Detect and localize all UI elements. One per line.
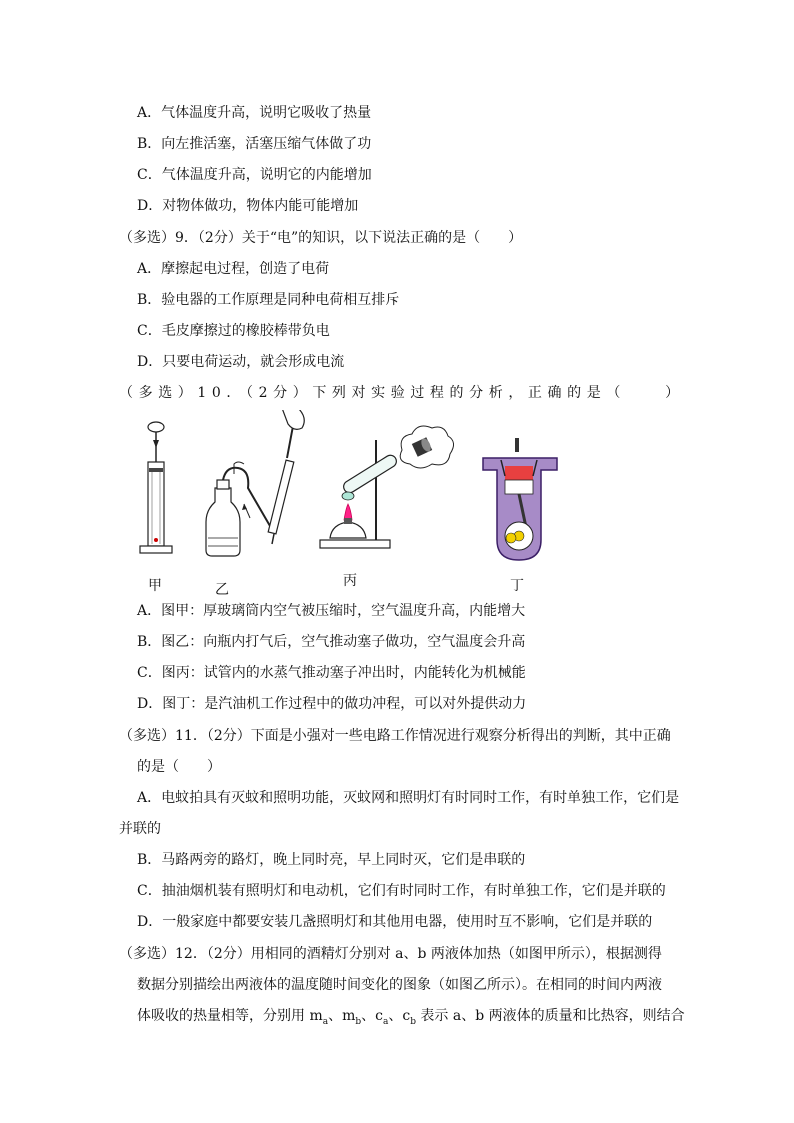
q11-stem: （多选）11．（2分）下面是小强对一些电路工作情况进行观察分析得出的判断，其中正确 — [119, 728, 671, 744]
q11-option-b: B．马路两旁的路灯，晚上同时亮，早上同时灭，它们是串联的 — [137, 852, 526, 868]
q9-stem: （多选）9．（2分）关于“电”的知识，以下说法正确的是（ ） — [119, 230, 523, 246]
q9-option-d: D．只要电荷运动，就会形成电流 — [137, 354, 345, 370]
q12-sub-mb: b — [355, 1016, 362, 1027]
q12-stem: （多选）12．（2分）用相同的酒精灯分别对 a、b 两液体加热（如图甲所示），根据测得 — [119, 946, 662, 962]
q11-option-a-continued: 并联的 — [119, 821, 161, 837]
q11-stem-continued: 的是（ ） — [137, 759, 221, 775]
q8-option-b: B．向左推活塞，活塞压缩气体做了功 — [137, 136, 372, 152]
q11-option-c: C．抽油烟机装有照明灯和电动机，它们有时同时工作，有时单独工作，它们是并联的 — [137, 883, 666, 899]
q12-sub-ca: a — [383, 1016, 389, 1027]
q12-line-3 — [137, 1006, 685, 1032]
q12-sep-3: 、c — [388, 1008, 411, 1024]
q9-option-c: C．毛皮摩擦过的橡胶棒带负电 — [137, 323, 330, 339]
figure-ding-engine — [475, 436, 565, 566]
q11-option-d: D．一般家庭中都要安装几盏照明灯和其他用电器，使用时互不影响，它们是并联的 — [137, 914, 653, 930]
q10-option-a: A．图甲：厚玻璃筒内空气被压缩时，空气温度升高，内能增大 — [137, 603, 526, 619]
q10-option-d: D．图丁：是汽油机工作过程中的做功冲程，可以对外提供动力 — [137, 696, 527, 712]
figure-label-yi: 乙 — [215, 582, 229, 598]
q10-stem: （多选）10．（2分）下列对实验过程的分析，正确的是（ ） — [119, 385, 685, 401]
q10-option-c: C．图丙：试管内的水蒸气推动塞子冲出时，内能转化为机械能 — [137, 665, 526, 681]
q9-option-a: A．摩擦起电过程，创造了电荷 — [137, 261, 330, 277]
figure-label-bing: 丙 — [343, 573, 357, 589]
q10-option-b: B．图乙：向瓶内打气后，空气推动塞子做功，空气温度会升高 — [137, 634, 526, 650]
q8-option-a: A．气体温度升高，说明它吸收了热量 — [137, 105, 372, 121]
experiment-figures — [130, 410, 460, 560]
q12-sub-ma: a — [322, 1016, 329, 1027]
q9-option-b: B．验电器的工作原理是同种电荷相互排斥 — [137, 292, 400, 308]
q12-line3-text-b: 表示 a、b 两液体的质量和比热容，则结合 — [415, 1008, 685, 1024]
figure-jia-cylinder — [140, 422, 172, 553]
figure-yi-bottle-pump — [206, 410, 306, 556]
q12-sep-2: 、c — [361, 1008, 383, 1024]
q12-line-2: 数据分别描绘出两液体的温度随时间变化的图象（如图乙所示）。在相同的时间内两液 — [137, 977, 662, 993]
figure-label-ding: 丁 — [510, 578, 524, 594]
q12-sub-cb: b — [410, 1016, 416, 1027]
figure-label-jia: 甲 — [148, 578, 162, 594]
figure-bing-test-tube — [320, 426, 454, 548]
q12-line3-text-a: 体吸收的热量相等，分别用 m — [137, 1008, 323, 1024]
q12-sep-1: 、m — [328, 1008, 356, 1024]
q11-option-a: A．电蚊拍具有灭蚊和照明功能，灭蚊网和照明灯有时同时工作，有时单独工作，它们是 — [137, 790, 680, 806]
q8-option-c: C．气体温度升高，说明它的内能增加 — [137, 167, 372, 183]
q8-option-d: D．对物体做功，物体内能可能增加 — [137, 198, 359, 214]
